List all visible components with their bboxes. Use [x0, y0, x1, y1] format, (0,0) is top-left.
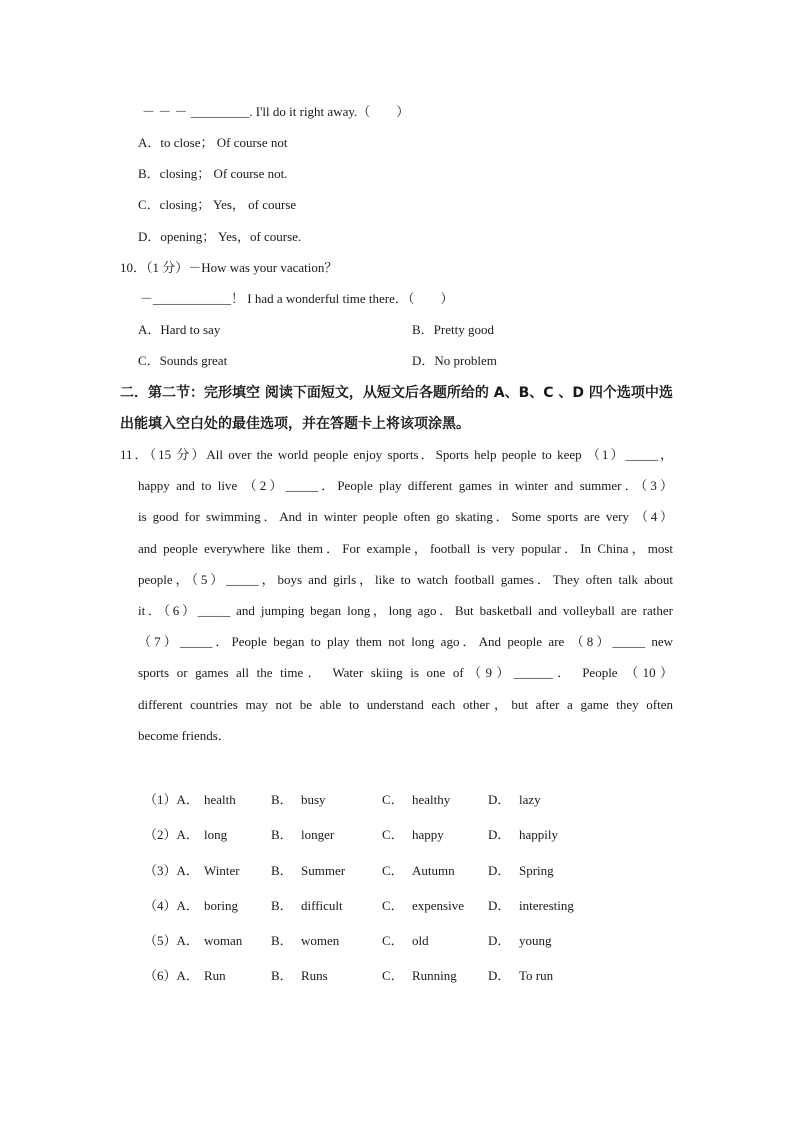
choice-a: long	[204, 827, 228, 842]
q11-line-4: and people everywhere like them．For example，football is very popular．In China，most	[138, 541, 673, 556]
choice-d-letter: D．	[488, 792, 511, 807]
q9-option-c: C．closing； Yes， of course	[138, 197, 297, 212]
choice-d: interesting	[519, 898, 574, 913]
q9-option-b: B．closing； Of course not.	[138, 166, 288, 181]
choice-d: Spring	[519, 863, 554, 878]
q11-line-1: 11．（15 分）All over the world people enjoy sports．Sports help people to keep （1）_____，	[120, 447, 673, 462]
q11-line-7: （7）_____．People began to play them not long ago．And people are （8）_____ new	[138, 634, 673, 649]
choice-c: expensive	[412, 898, 464, 913]
q10-option-b: B．Pretty good	[412, 322, 494, 337]
choice-b: Summer	[301, 863, 346, 878]
choice-c: Autumn	[412, 863, 455, 878]
choice-d: To run	[519, 968, 554, 983]
choice-a: health	[204, 792, 236, 807]
choice-b-letter: B．	[271, 827, 293, 842]
q10-option-d: D．No problem	[412, 353, 497, 368]
choice-number: （1）A．	[144, 792, 199, 807]
choice-c-letter: C．	[382, 863, 404, 878]
choice-b: Runs	[301, 968, 328, 983]
section-heading-line1: 二．第二节：完形填空 阅读下面短文，从短文后各题所给的 A、B、C 、D 四个选项中选	[120, 385, 673, 401]
q11-line-10: become friends．	[138, 728, 231, 743]
choice-row-6	[144, 968, 554, 1128]
choice-b-letter: B．	[271, 898, 293, 913]
choice-c-letter: C．	[382, 792, 404, 807]
section-heading-line2: 出能填入空白处的最佳选项，并在答题卡上将该项涂黑。	[120, 416, 470, 432]
choice-number: （2）A．	[144, 827, 199, 842]
q11-line-2: happy and to live （2）_____．People play different games in winter and summer．（3）	[138, 478, 673, 493]
choice-c: healthy	[412, 792, 451, 807]
choice-c-letter: C．	[382, 933, 404, 948]
choice-c: happy	[412, 827, 444, 842]
choice-c-letter: C．	[382, 968, 404, 983]
choice-d-letter: D．	[488, 933, 511, 948]
choice-c-letter: C．	[382, 827, 404, 842]
choice-c: old	[412, 933, 429, 948]
choice-b: women	[301, 933, 340, 948]
choice-number: （6）A．	[144, 968, 199, 983]
q10-answer-line: －____________！ I had a wonderful time there．（ ）	[140, 291, 454, 306]
q10-stem: 10．（1 分）－How was your vacation？	[120, 260, 338, 275]
choice-d-letter: D．	[488, 968, 511, 983]
choice-b-letter: B．	[271, 863, 293, 878]
choice-number: （4）A．	[144, 898, 199, 913]
q11-line-6: it．（6）_____ and jumping began long，long ago．But basketball and volleyball are rather	[138, 603, 673, 618]
q9-answer-line: － － － _________. I'll do it right away.（ ）	[142, 104, 410, 119]
choice-number: （3）A．	[144, 863, 199, 878]
q11-line-9: different countries may not be able to understand each other，but after a game they often	[138, 697, 673, 712]
choice-b: longer	[301, 827, 335, 842]
choice-b: busy	[301, 792, 326, 807]
choice-d-letter: D．	[488, 898, 511, 913]
q9-option-a: A．to close； Of course not	[138, 135, 288, 150]
choice-a: Run	[204, 968, 226, 983]
choice-b-letter: B．	[271, 933, 293, 948]
q11-line-5: people，（5）_____，boys and girls，like to watch football games．They often talk about	[138, 572, 673, 587]
choice-d-letter: D．	[488, 827, 511, 842]
choice-a: Winter	[204, 863, 240, 878]
choice-number: （5）A．	[144, 933, 199, 948]
choice-c-letter: C．	[382, 898, 404, 913]
q11-line-8: sports or games all the time． Water skiing is one of（9）______． People （10）	[138, 665, 673, 680]
q9-option-d: D．opening； Yes，of course.	[138, 229, 302, 244]
choice-b-letter: B．	[271, 792, 293, 807]
choice-a: woman	[204, 933, 243, 948]
choice-d: happily	[519, 827, 558, 842]
choice-a: boring	[204, 898, 238, 913]
choice-b: difficult	[301, 898, 343, 913]
choice-c: Running	[412, 968, 457, 983]
choice-d: young	[519, 933, 552, 948]
q10-option-a: A．Hard to say	[138, 322, 221, 337]
choice-b-letter: B．	[271, 968, 293, 983]
choice-d-letter: D．	[488, 863, 511, 878]
q10-option-c: C．Sounds great	[138, 353, 228, 368]
q11-line-3: is good for swimming．And in winter people often go skating．Some sports are very （4）	[138, 509, 673, 524]
choice-d: lazy	[519, 792, 541, 807]
